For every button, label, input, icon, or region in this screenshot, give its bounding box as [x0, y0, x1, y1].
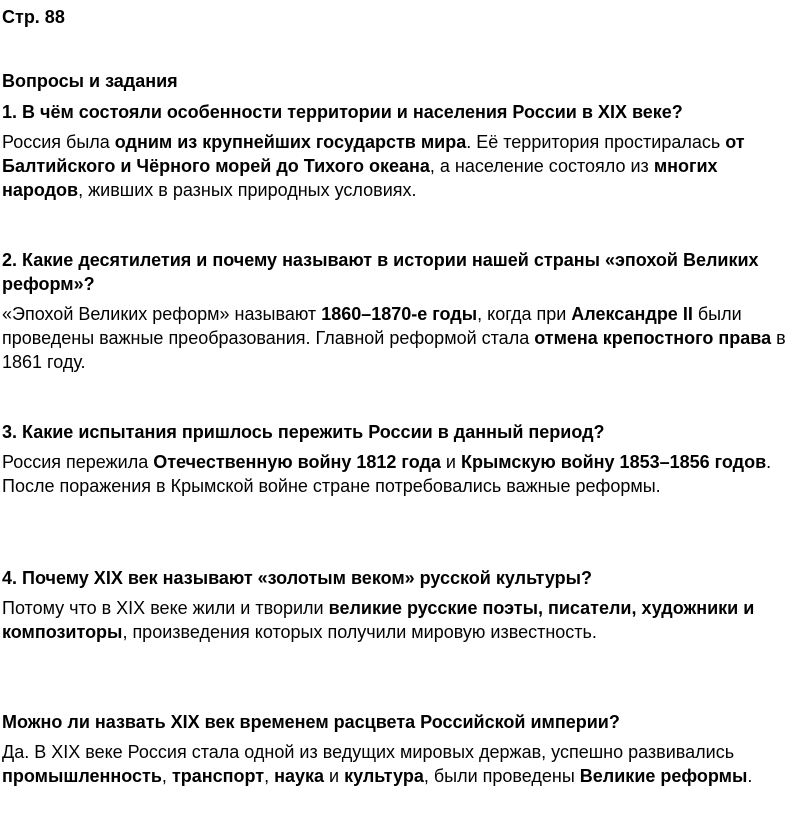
answer-text: были проведены важные преобразования. Главной реформой стала: [2, 304, 742, 348]
qa-block-1: [2, 100, 792, 202]
qa-block-5: [2, 710, 792, 788]
answer-bold-text: культура: [344, 766, 424, 786]
answer-text: , были проведены: [423, 766, 580, 786]
question-5: Можно ли назвать XIX век временем расцвета Российской империи?: [2, 712, 620, 732]
question-2: 2. Какие десятилетия и почему называют в истории нашей страны «эпохой Великих реформ»?: [2, 250, 759, 294]
answer-text: . После поражения в Крымской войне стране потребовались важные реформы.: [2, 452, 772, 496]
answer-bold-text: от Балтийского и Чёрного морей до Тихого океана: [2, 132, 745, 176]
question-3: 3. Какие испытания пришлось пережить России в данный период?: [2, 422, 605, 442]
answer-text: , живших в разных природных условиях.: [78, 180, 417, 200]
page-number: Стр. 88: [2, 7, 65, 27]
answer-bold-text: транспорт: [171, 766, 265, 786]
answer-bold-text: одним из крупнейших государств мира: [114, 132, 467, 152]
answer-text: в 1861 году.: [2, 328, 786, 372]
answer-text: и: [324, 766, 345, 786]
qa-block-3: [2, 420, 792, 498]
section-title: Вопросы и задания: [2, 71, 178, 91]
answer-text: Россия пережила: [2, 452, 154, 472]
answer-text: «Эпохой Великих реформ» называют: [2, 304, 322, 324]
question-4: 4. Почему XIX век называют «золотым веком» русской культуры?: [2, 568, 592, 588]
answer-3: [2, 450, 792, 498]
answer-text: , когда при: [477, 304, 572, 324]
answer-text: Потому что в XIX веке жили и творили: [2, 598, 329, 618]
qa-block-2: [2, 248, 792, 374]
answer-bold-text: промышленность: [2, 766, 162, 786]
answer-bold-text: Великие реформы: [579, 766, 748, 786]
answer-bold-text: наука: [274, 766, 325, 786]
answer-2: [2, 302, 792, 374]
answer-4: [2, 596, 792, 644]
answer-text: ,: [161, 766, 172, 786]
answer-text: ,: [264, 766, 275, 786]
answer-bold-text: 1860–1870-е годы: [321, 304, 478, 324]
answer-text: , произведения которых получили мировую известность.: [122, 622, 597, 642]
answer-text: Россия была: [2, 132, 115, 152]
answer-1: [2, 130, 792, 202]
answer-text: , а население состояло из: [429, 156, 654, 176]
answer-text: Да. В XIX веке Россия стала одной из ведущих мировых держав, успешно развивались: [2, 742, 735, 762]
answer-bold-text: великие русские поэты, писатели, художники и композиторы: [2, 598, 755, 642]
answer-5: [2, 740, 792, 788]
answer-bold-text: Отечественную войну 1812 года: [153, 452, 441, 472]
answer-bold-text: Александре II: [571, 304, 693, 324]
question-1: 1. В чём состояли особенности территории и населения России в XIX веке?: [2, 102, 683, 122]
answer-bold-text: Крымскую войну 1853–1856 годов: [460, 452, 767, 472]
answer-text: . Её территория простиралась: [466, 132, 726, 152]
answer-bold-text: многих народов: [2, 156, 718, 200]
answer-bold-text: отмена крепостного права: [534, 328, 772, 348]
answer-text: .: [747, 766, 753, 786]
qa-block-4: [2, 566, 792, 644]
answer-text: и: [440, 452, 461, 472]
